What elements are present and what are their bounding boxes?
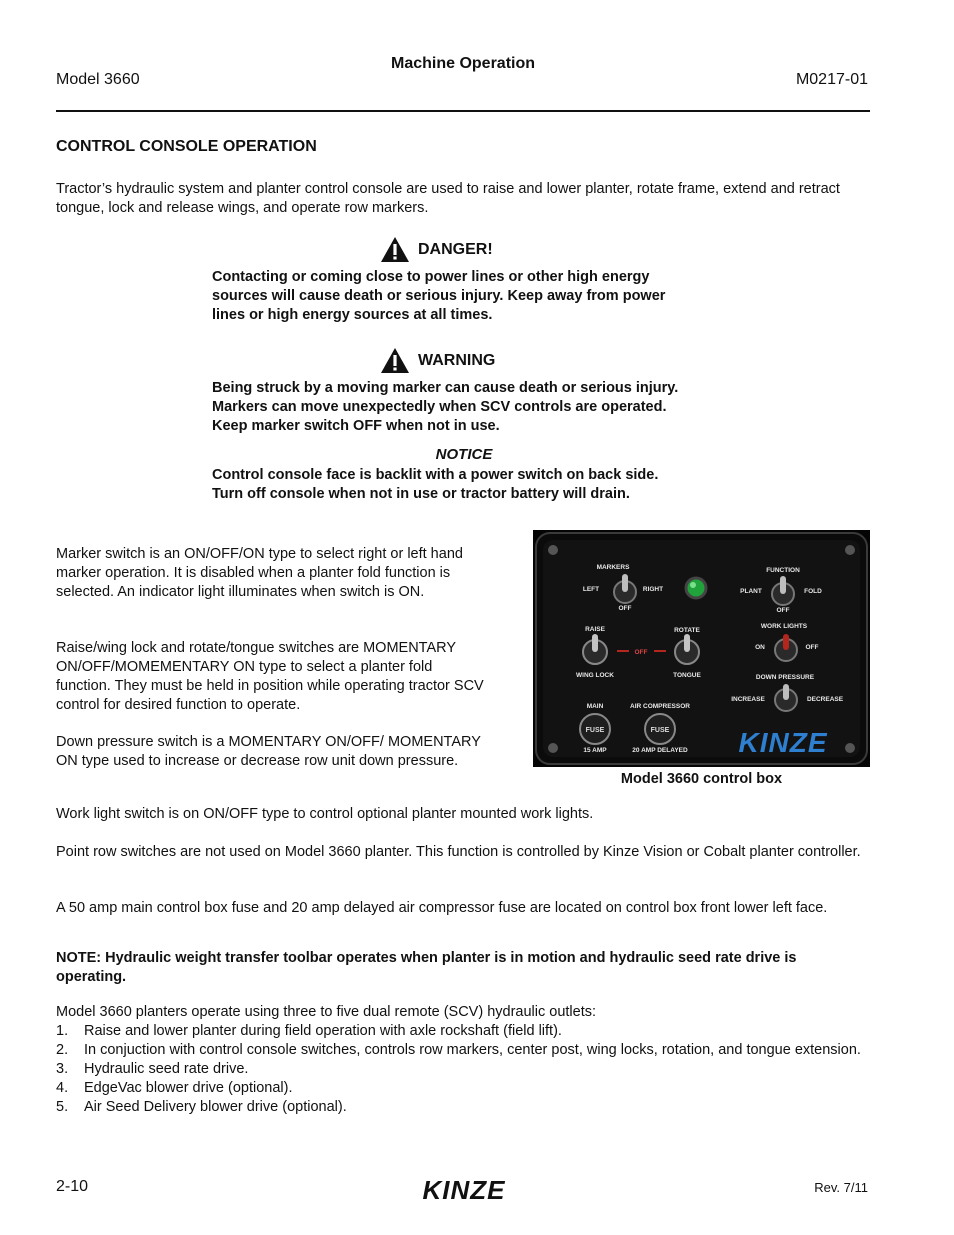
label-air-compressor: AIR COMPRESSOR	[630, 703, 690, 710]
notice-body	[212, 466, 732, 504]
list-item-number: 2.	[56, 1042, 69, 1058]
air-compressor-fuse-label: FUSE	[650, 727, 670, 734]
section-title: CONTROL CONSOLE OPERATION	[56, 138, 317, 155]
main-fuse-label: FUSE	[585, 727, 605, 734]
list-intro: Model 3660 planters operate using three to five dual remote (SCV) hydraulic outlets:	[56, 1004, 597, 1020]
label-left: LEFT	[582, 586, 600, 593]
footer-page-number: 2-10	[56, 1178, 89, 1195]
control-box-illustration	[533, 530, 870, 767]
danger-line: sources will cause death or serious injury. Keep away from power	[212, 288, 666, 304]
label-main: MAIN	[586, 703, 604, 710]
fold-switch-paragraph: Raise/wing lock and rotate/tongue switches are MOMENTARY ON/OFF/MOMEMENTARY ON type to select a planter fold function. They must be held in position while operating tractor SCV control for desired function to operate.	[56, 640, 484, 713]
label-plant: PLANT	[740, 588, 762, 595]
warning-triangle-icon	[380, 347, 410, 374]
fuse-paragraph: A 50 amp main control box fuse and 20 amp delayed air compressor fuse are located on control box front lower left face.	[56, 900, 828, 916]
label-markers: MARKERS	[596, 564, 630, 571]
label-20-amp: 20 AMP DELAYED	[632, 747, 688, 754]
point-row-paragraph: Point row switches are not used on Model 3660 planter. This function is controlled by Kinze Vision or Cobalt planter controller.	[56, 844, 861, 860]
label-on: ON	[755, 644, 765, 651]
label-down-pressure: DOWN PRESSURE	[755, 674, 815, 681]
marker-indicator-light	[686, 578, 706, 598]
list-item	[56, 1079, 870, 1098]
label-raise: RAISE	[585, 626, 605, 633]
notice-line: Turn off console when not in use or tractor battery will drain.	[212, 486, 630, 502]
warning-title: WARNING	[418, 351, 496, 369]
list-item-number: 1.	[56, 1023, 69, 1039]
label-fold: FOLD	[804, 588, 822, 595]
list-item	[56, 1022, 870, 1041]
footer-brand-logo	[404, 1176, 524, 1204]
list-item-text: Air Seed Delivery blower drive (optional).	[84, 1099, 347, 1115]
list-item	[56, 1060, 870, 1079]
list-item-number: 3.	[56, 1061, 69, 1077]
console-brand-logo: KINZE	[738, 727, 828, 758]
scv-outlets-list	[56, 1003, 870, 1117]
header-doc-id: M0217-01	[795, 71, 868, 88]
list-item-text: EdgeVac blower drive (optional).	[84, 1080, 293, 1096]
label-lights-off: OFF	[805, 644, 819, 651]
down-pressure-paragraph: Down pressure switch is a MOMENTARY ON/OFF/ MOMENTARY ON type used to increase or decrease row unit down pressure.	[56, 734, 481, 769]
label-15-amp: 15 AMP	[583, 747, 607, 754]
warning-line: Keep marker switch OFF when not in use.	[212, 418, 500, 434]
danger-line: Contacting or coming close to power lines or other high energy	[212, 269, 650, 285]
list-item-number: 4.	[56, 1080, 69, 1096]
label-fold-off: OFF	[634, 649, 648, 656]
warning-line: Markers can move unexpectedly when SCV controls are operated.	[212, 399, 667, 415]
danger-body	[212, 268, 732, 325]
footer-revision: Rev. 7/11	[814, 1180, 868, 1195]
danger-triangle-icon	[380, 236, 410, 263]
control-box-photo	[533, 530, 870, 767]
marker-switch-paragraph: Marker switch is an ON/OFF/ON type to select right or left hand marker operation. It is disabled when a planter fold function is selected. An indicator light illuminates when switch is ON.	[56, 546, 463, 600]
warning-heading	[380, 347, 495, 374]
warning-line: Being struck by a moving marker can cause death or serious injury.	[212, 380, 679, 396]
intro-paragraph: Tractor’s hydraulic system and planter control console are used to raise and lower planter, rotate frame, extend and retract tongue, lock and release wings, and operate row markers.	[56, 181, 840, 216]
danger-line: lines or high energy sources at all times.	[212, 307, 493, 323]
label-work-lights: WORK LIGHTS	[760, 623, 808, 630]
danger-heading	[380, 236, 493, 263]
label-right: RIGHT	[642, 586, 664, 593]
warning-body	[212, 379, 732, 436]
air-compressor-fuse-holder	[645, 714, 675, 744]
note-paragraph: NOTE: Hydraulic weight transfer toolbar operates when planter is in motion and hydraulic seed rate drive is operating.	[56, 950, 797, 985]
label-function: FUNCTION	[766, 567, 800, 574]
list-item-text: Raise and lower planter during field operation with axle rockshaft (field lift).	[84, 1023, 562, 1039]
label-markers-off: OFF	[618, 605, 632, 612]
label-decrease: DECREASE	[806, 696, 844, 703]
header-rule	[56, 110, 870, 112]
notice-title: NOTICE	[435, 446, 493, 463]
label-tongue: TONGUE	[673, 672, 701, 679]
notice-line: Control console face is backlit with a power switch on back side.	[212, 467, 659, 483]
list-item-text: In conjuction with control console switches, controls row markers, center post, wing locks, rotation, and tongue extension.	[84, 1042, 861, 1058]
list-item	[56, 1041, 870, 1060]
work-light-paragraph: Work light switch is on ON/OFF type to control optional planter mounted work lights.	[56, 806, 594, 822]
label-wing-lock: WING LOCK	[576, 672, 614, 679]
footer-brand-text: KINZE	[422, 1176, 506, 1204]
list-item-number: 5.	[56, 1099, 69, 1115]
header-section: Machine Operation	[390, 55, 536, 72]
list-item-text: Hydraulic seed rate drive.	[84, 1061, 249, 1077]
photo-caption: Model 3660 control box	[620, 771, 783, 787]
label-increase: INCREASE	[731, 696, 765, 703]
main-fuse-holder	[580, 714, 610, 744]
label-rotate: ROTATE	[674, 627, 700, 634]
danger-title: DANGER!	[418, 240, 493, 258]
list-item	[56, 1098, 870, 1117]
label-function-off: OFF	[776, 607, 790, 614]
header-model: Model 3660	[56, 71, 140, 88]
